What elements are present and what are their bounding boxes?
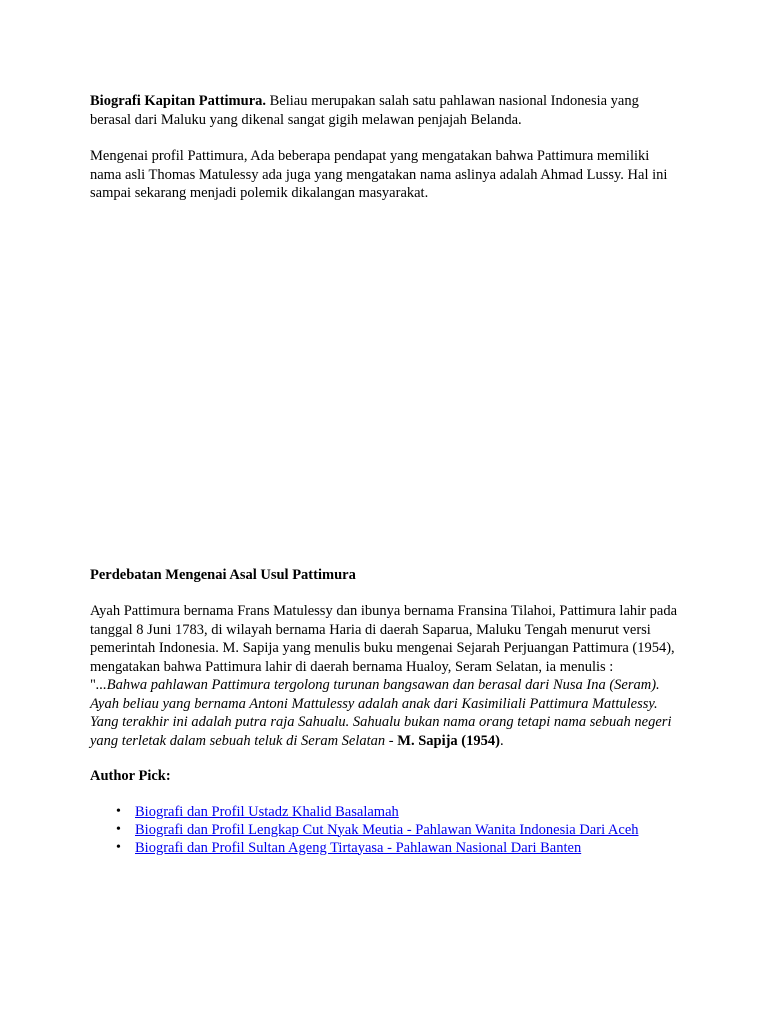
quote-text: ...Bahwa pahlawan Pattimura tergolong turunan bangsawan dan berasal dari Nusa Ina (Seram). Ayah beliau yang bernama Antoni Mattulessy adalah anak dari Kasimiliali Pattimura Mattulessy. Yang terakhir ini adalah putra raja Sahualu. Sahualu bukan nama orang tetapi nama sebuah negeri yang terletak dalam sebuah teluk di Seram Selatan - <box>90 677 672 749</box>
bullet-icon: • <box>116 821 121 837</box>
intro-title: Biografi Kapitan Pattimura. <box>90 93 267 109</box>
list-item <box>116 839 680 857</box>
author-pick-label: Author Pick: <box>90 768 171 784</box>
quote-open-mark: " <box>90 677 96 693</box>
document-page <box>90 92 680 857</box>
link-sultan-ageng-tirtayasa[interactable]: Biografi dan Profil Sultan Ageng Tirtayasa - Pahlawan Nasional Dari Banten <box>135 839 582 856</box>
profile-paragraph: Mengenai profil Pattimura, Ada beberapa pendapat yang mengatakan bahwa Pattimura memiliki nama asli Thomas Matulessy ada juga yang mengatakan nama aslinya adalah Ahmad Lussy. Hal ini sampai sekarang menjadi polemik dikalangan masyarakat. <box>90 148 668 201</box>
section-paragraph <box>90 602 680 750</box>
list-item <box>116 821 680 839</box>
quote-end: . <box>499 732 504 749</box>
intro-paragraph <box>90 92 680 129</box>
list-item <box>116 803 680 821</box>
quote-author: M. Sapija (1954) <box>397 732 500 749</box>
link-khalid-basalamah[interactable]: Biografi dan Profil Ustadz Khalid Basalamah <box>135 803 399 820</box>
section-text: Ayah Pattimura bernama Frans Matulessy dan ibunya bernama Fransina Tilahoi, Pattimura lahir pada tanggal 8 Juni 1783, di wilayah bernama Haria di daerah Saparua, Maluku Tengah menurut versi pemerintah Indonesia. M. Sapija yang menulis buku mengenai Sejarah Perjuangan Pattimura (1954), mengatakan bahwa Pattimura lahir di daerah bernama Hualoy, Seram Selatan, ia menulis : <box>90 603 678 675</box>
bullet-icon: • <box>116 839 121 855</box>
blank-image-area <box>90 203 680 566</box>
bullet-icon: • <box>116 803 121 819</box>
section-heading: Perdebatan Mengenai Asal Usul Pattimura <box>90 566 356 583</box>
link-cut-nyak-meutia[interactable]: Biografi dan Profil Lengkap Cut Nyak Meutia - Pahlawan Wanita Indonesia Dari Aceh <box>135 821 639 838</box>
author-pick-list <box>90 803 680 857</box>
intro-text: Beliau merupakan salah satu pahlawan nasional Indonesia yang berasal dari Maluku yang dikenal sangat gigih melawan penjajah Belanda. <box>90 93 639 128</box>
